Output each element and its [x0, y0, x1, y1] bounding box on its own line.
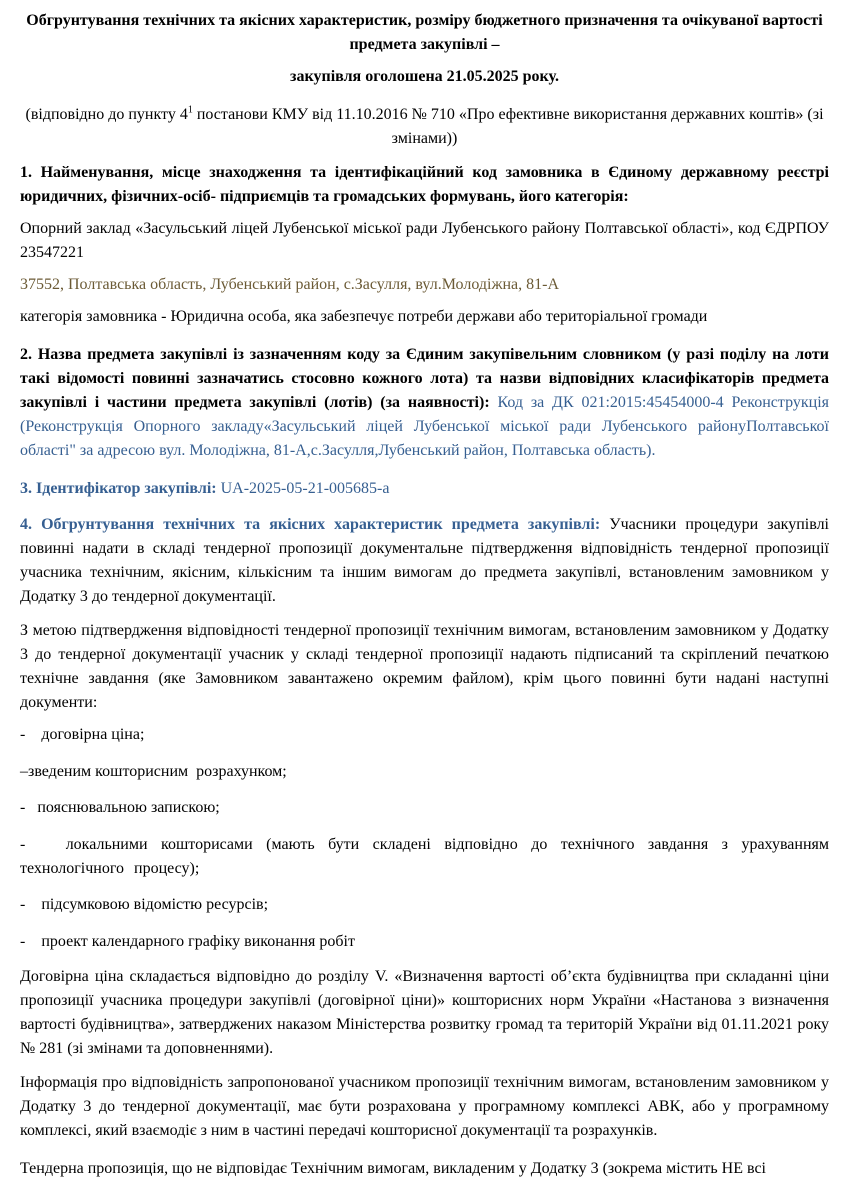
reference-suffix: постанови КМУ від 11.10.2016 № 710 «Про ефективне використання державних коштів» (зі змінами))	[192, 106, 824, 147]
paragraph-contract-price: Договірна ціна складається відповідно до розділу V. «Визначення вартості об’єкта будівництва при складанні ціни пропозиції учасника процедури закупівлі (договірної ціни)» кошторисних норм України «Настанова з визначення вартості будівництва», затверджених наказом Міністерства розвитку громад та територій України від 01.11.2021 року № 281 (зі змінами та доповненнями).	[20, 968, 829, 1057]
section-3-heading: 3. Ідентифікатор закупівлі:	[20, 480, 217, 497]
document-title: Обгрунтування технічних та якісних характеристик, розміру бюджетного призначення та очікуваної вартості предмета закупівлі –	[26, 12, 823, 53]
procurement-id: UA-2025-05-21-005685-a	[216, 480, 390, 497]
list-item: - договірна ціна;	[20, 726, 145, 743]
paragraph-avk-software: Інформація про відповідність запропонованої учасником пропозиції технічним вимогам, встановленим замовником у Додатку 3 до тендерної документації, має бути розрахована у програмному комплексі АВК, або у програмному комплексі, який взаємодіє з ним в частині передачі кошторисної документації та розрахунків.	[20, 1074, 829, 1139]
section-3	[20, 477, 829, 501]
announcement-date: закупівля оголошена 21.05.2025 року.	[290, 68, 559, 85]
dk-code-value: 45454000-4 Реконструкція	[646, 394, 830, 411]
procurement-description: (Реконструкція Опорного закладу«Засульський ліцей Лубенської міської ради Лубенського районуПолтавської області" за адресою вул. Молодіжна, 81-А,с.Засулля,Лубенський район, Полтавська область).	[20, 418, 829, 459]
section-2-heading: 2. Назва предмета закупівлі із зазначенням коду за Єдиним закупівельним словником (у разі поділу на лоти такі відомості повинні зазначатись стосовно кожного лота) та назви відповідних класифікаторів предмета закупівлі і частини предмета закупівлі (лотів) (за наявності):	[20, 346, 829, 411]
list-item: –зведеним кошторисним розрахунком;	[20, 763, 287, 780]
dk-code-label: Код за ДК 021:2015:	[489, 394, 647, 411]
list-item: - підсумковою відомістю ресурсів;	[20, 896, 269, 913]
paragraph-noncompliance: Тендерна пропозиція, що не відповідає Технічним вимогам, викладеним у Додатку 3 (зокрема містить НЕ всі	[20, 1160, 766, 1177]
reference-superscript: 1	[187, 104, 193, 116]
customer-organization: Опорний заклад «Засульський ліцей Лубенської міської ради Лубенського району Полтавської області», код ЄДРПОУ 23547221	[20, 220, 829, 261]
reference-prefix: (відповідно до пункту 4	[25, 106, 188, 123]
section-2	[20, 343, 829, 463]
list-item: - проект календарного графіку виконання робіт	[20, 933, 355, 950]
section-1-heading: 1. Найменування, місце знаходження та ідентифікаційний код замовника в Єдиному державному реєстрі юридичних, фізичних-осіб- підприємців та громадських формувань, його категорія:	[20, 164, 829, 205]
customer-address: 37552, Полтавська область, Лубенський район, с.Засулля, вул.Молодіжна, 81-А	[20, 276, 560, 293]
section-4-text: Учасники процедури закупівлі повинні надати в складі тендерної пропозиції документальне підтвердження відповідність тендерної пропозиції учасника технічним, якісним, кількісним та іншим вимогам до предмета закупівлі, встановленим замовником у Додатку 3 до тендерної документації.	[20, 516, 829, 605]
legal-reference	[20, 103, 829, 151]
list-item: - пояснювальною запискою;	[20, 799, 220, 816]
customer-category: категорія замовника - Юридична особа, яка забезпечує потреби держави або територіальної громади	[20, 308, 708, 325]
list-item: - локальними кошторисами (мають бути складені відповідно до технічного завдання з урахуванням технологічного процесу);	[20, 836, 839, 877]
section-4	[20, 513, 829, 609]
section-4-heading: 4. Обгрунтування технічних та якісних характеристик предмета закупівлі:	[20, 516, 601, 533]
paragraph-technical-compliance: З метою підтвердження відповідності тендерної пропозиції технічним вимогам, встановленим замовником у Додатку 3 до тендерної документації учасник у складі тендерної пропозиції надають підписаний та скріплений печаткою технічне завдання (яке Замовником завантажено окремим файлом), крім цього повинні бути надані наступні документи:	[20, 622, 829, 711]
